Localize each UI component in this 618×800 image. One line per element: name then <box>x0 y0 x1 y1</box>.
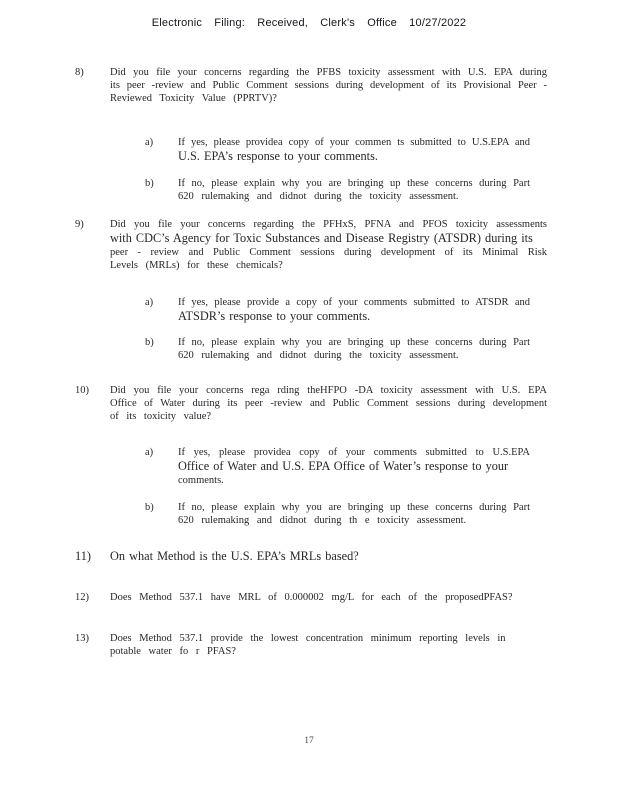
text-line: If yes, please provide a copy of your comments submitted to ATSDR and <box>178 297 530 308</box>
sub-question-letter: b) <box>145 502 154 513</box>
text-line: If yes, please providea copy of your commen ts submitted to U.S.EPA and <box>178 137 530 148</box>
question-number: 9) <box>75 219 84 230</box>
question-body <box>110 66 547 105</box>
question-body <box>110 218 547 272</box>
question-item <box>75 549 547 564</box>
question-number: 11) <box>75 549 91 563</box>
text-line: If no, please explain why you are bringing up these concerns during Part <box>178 502 530 513</box>
sub-question-body <box>178 136 530 164</box>
question-body <box>110 549 547 564</box>
question-item <box>75 632 547 658</box>
sub-question-body <box>178 296 530 324</box>
text-line: 620 rulemaking and didnot during the toxicity assessment. <box>178 350 459 361</box>
sub-question <box>145 177 530 203</box>
text-line: of its toxicity value? <box>110 411 212 422</box>
question-item <box>75 218 547 272</box>
text-line: Did you file your concerns regarding the PFHxS, PFNA and PFOS toxicity assessments <box>110 219 547 230</box>
filing-header: Electronic Filing: Received, Clerk's Office 10/27/2022 <box>151 17 467 29</box>
text-line: peer - review and Public Comment sessions during development of its Minimal Risk <box>110 246 547 258</box>
sub-question <box>145 501 530 527</box>
sub-question <box>145 336 530 362</box>
sub-question-body <box>178 446 530 487</box>
text-line: comments. <box>178 474 224 486</box>
text-line: If no, please explain why you are bringing up these concerns during Part <box>178 178 530 189</box>
text-line: Does Method 537.1 provide the lowest concentration minimum reporting levels in <box>110 633 506 644</box>
question-body <box>110 384 547 423</box>
text-line: Reviewed Toxicity Value (PPRTV)? <box>110 93 277 104</box>
text-line: 620 rulemaking and didnot during th e toxicity assessment. <box>178 515 467 526</box>
question-body <box>110 591 547 604</box>
text-line: 620 rulemaking and didnot during the toxicity assessment. <box>178 191 459 202</box>
text-line: If yes, please providea copy of your comments submitted to U.S.EPA <box>178 447 530 458</box>
text-line: Does Method 537.1 have MRL of 0.000002 mg/L for each of the proposedPFAS? <box>110 592 513 603</box>
page-number: 17 <box>304 736 314 746</box>
text-line: On what Method is the U.S. EPA’s MRLs based? <box>110 549 359 563</box>
sub-question <box>145 136 530 164</box>
sub-question-letter: a) <box>145 137 154 148</box>
sub-question-letter: a) <box>145 447 154 458</box>
sub-question-body <box>178 336 530 362</box>
question-item <box>75 591 547 604</box>
text-line: with CDC’s Agency for Toxic Substances and Disease Registry (ATSDR) during its <box>110 231 533 245</box>
sub-question-body <box>178 501 530 527</box>
question-number: 12) <box>75 592 89 603</box>
sub-question <box>145 296 530 324</box>
question-body <box>110 632 547 658</box>
text-line: Levels (MRLs) for these chemicals? <box>110 259 283 271</box>
text-line: If no, please explain why you are bringing up these concerns during Part <box>178 337 530 348</box>
sub-question-letter: a) <box>145 297 154 308</box>
text-line: ATSDR’s response to your comments. <box>178 309 371 323</box>
sub-question-letter: b) <box>145 337 154 348</box>
question-item <box>75 384 547 423</box>
sub-question-body <box>178 177 530 203</box>
text-line: Office of Water and U.S. EPA Office of Water’s response to your <box>178 459 509 473</box>
question-number: 13) <box>75 633 89 644</box>
text-line: Office of Water during its peer -review and Public Comment sessions during development <box>110 398 547 409</box>
text-line: U.S. EPA’s response to your comments. <box>178 149 378 163</box>
question-number: 10) <box>75 385 89 396</box>
text-line: Did you file your concerns regarding the PFBS toxicity assessment with U.S. EPA during <box>110 67 547 78</box>
question-number: 8) <box>75 67 84 78</box>
question-item <box>75 66 547 105</box>
sub-question <box>145 446 530 487</box>
text-line: its peer -review and Public Comment sessions during development of its Provisional Peer - <box>110 80 547 91</box>
sub-question-letter: b) <box>145 178 154 189</box>
text-line: Did you file your concerns rega rding theHFPO -DA toxicity assessment with U.S. EPA <box>110 385 547 396</box>
text-line: potable water fo r PFAS? <box>110 646 236 657</box>
